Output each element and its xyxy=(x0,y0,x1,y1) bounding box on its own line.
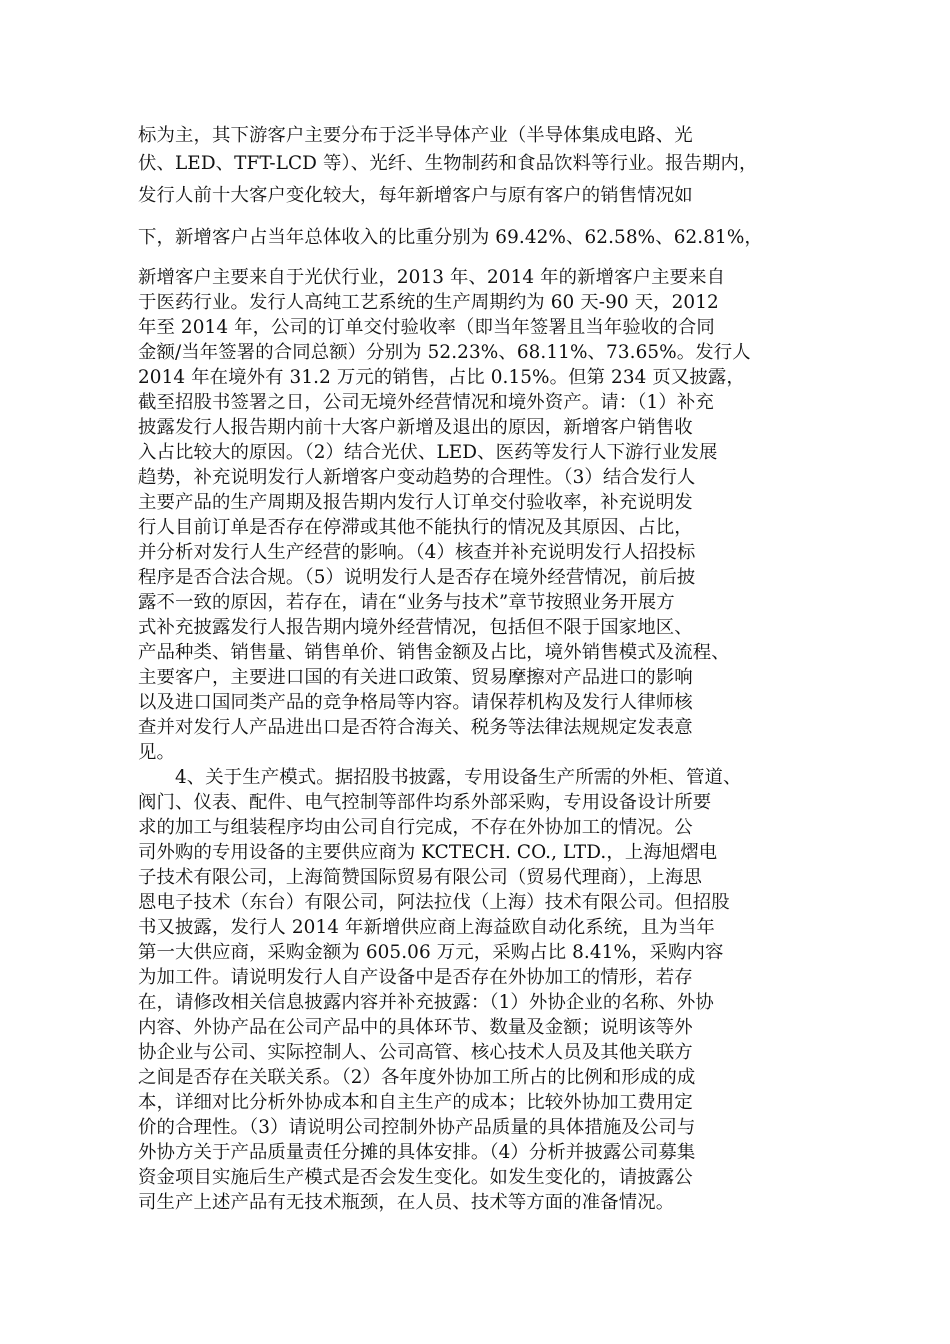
text-line: 于医药行业。发行人高纯工艺系统的生产周期约为 60 天-90 天，2012 xyxy=(138,292,719,313)
text-line: 查并对发行人产品进出口是否符合海关、税务等法律法规规定发表意 xyxy=(138,717,693,738)
text-line: 4、关于生产模式。据招股书披露，专用设备生产所需的外柜、管道、 xyxy=(175,767,742,788)
text-line: 主要客户，主要进口国的有关进口政策、贸易摩擦对产品进口的影响 xyxy=(138,667,693,688)
text-line: 协企业与公司、实际控制人、公司高管、核心技术人员及其他关联方 xyxy=(138,1042,693,1063)
text-line: 下，新增客户占当年总体收入的比重分别为 69.42%、62.58%、62.81%， xyxy=(138,227,763,248)
text-line: 内容、外协产品在公司产品中的具体环节、数量及金额；说明该等外 xyxy=(138,1017,693,1038)
text-line: 式补充披露发行人报告期内境外经营情况，包括但不限于国家地区、 xyxy=(138,617,693,638)
text-line: 外协方关于产品质量责任分摊的具体安排。（4）分析并披露公司募集 xyxy=(138,1142,696,1163)
text-line: 发行人前十大客户变化较大，每年新增客户与原有客户的销售情况如 xyxy=(138,185,693,206)
text-line: 价的合理性。（3）请说明公司控制外协产品质量的具体措施及公司与 xyxy=(138,1117,696,1138)
text-line: 程序是否合法合规。（5）说明发行人是否存在境外经营情况，前后披 xyxy=(138,567,696,588)
text-line: 司外购的专用设备的主要供应商为 KCTECH. CO., LTD.，上海旭熠电 xyxy=(138,842,718,863)
text-line: 入占比较大的原因。（2）结合光伏、LED、医药等发行人下游行业发展 xyxy=(138,442,718,463)
text-line: 截至招股书签署之日，公司无境外经营情况和境外资产。请：（1）补充 xyxy=(138,392,714,413)
text-line: 并分析对发行人生产经营的影响。（4）核查并补充说明发行人招投标 xyxy=(138,542,696,563)
text-line: 标为主，其下游客户主要分布于泛半导体产业（半导体集成电路、光 xyxy=(138,125,693,146)
text-line: 求的加工与组装程序均由公司自行完成，不存在外协加工的情况。公 xyxy=(138,817,693,838)
text-line: 主要产品的生产周期及报告期内发行人订单交付验收率，补充说明发 xyxy=(138,492,693,513)
text-line: 本，详细对比分析外协成本和自主生产的成本；比较外协加工费用定 xyxy=(138,1092,693,1113)
text-line: 为加工件。请说明发行人自产设备中是否存在外协加工的情形，若存 xyxy=(138,967,693,988)
text-line: 之间是否存在关联关系。（2）各年度外协加工所占的比例和形成的成 xyxy=(138,1067,696,1088)
text-line: 露不一致的原因，若存在，请在“业务与技术”章节按照业务开展方 xyxy=(138,592,675,613)
text-line: 在，请修改相关信息披露内容并补充披露：（1）外协企业的名称、外协 xyxy=(138,992,714,1013)
text-line: 行人目前订单是否存在停滞或其他不能执行的情况及其原因、占比， xyxy=(138,517,693,538)
text-line: 子技术有限公司，上海简赞国际贸易有限公司（贸易代理商），上海思 xyxy=(138,867,703,888)
text-line: 披露发行人报告期内前十大客户新增及退出的原因，新增客户销售收 xyxy=(138,417,693,438)
text-line: 金额/当年签署的合同总额）分别为 52.23%、68.11%、73.65%。发行人 xyxy=(138,342,751,363)
text-line: 见。 xyxy=(138,742,175,763)
text-line: 2014 年在境外有 31.2 万元的销售，占比 0.15%。但第 234 页又披露， xyxy=(138,367,745,388)
text-line: 司生产上述产品有无技术瓶颈，在人员、技术等方面的准备情况。 xyxy=(138,1192,675,1213)
text-line: 以及进口国同类产品的竞争格局等内容。请保荐机构及发行人律师核 xyxy=(138,692,693,713)
text-line: 资金项目实施后生产模式是否会发生变化。如发生变化的，请披露公 xyxy=(138,1167,693,1188)
text-line: 阀门、仪表、配件、电气控制等部件均系外部采购，专用设备设计所要 xyxy=(138,792,712,813)
text-line: 产品种类、销售量、销售单价、销售金额及占比，境外销售模式及流程、 xyxy=(138,642,730,663)
text-line: 第一大供应商，采购金额为 605.06 万元，采购占比 8.41%，采购内容 xyxy=(138,942,724,963)
text-line: 趋势，补充说明发行人新增客户变动趋势的合理性。（3）结合发行人 xyxy=(138,467,696,488)
text-line: 年至 2014 年，公司的订单交付验收率（即当年签署且当年验收的合同 xyxy=(138,317,715,338)
text-line: 书又披露，发行人 2014 年新增供应商上海益欧自动化系统，且为当年 xyxy=(138,917,715,938)
text-line: 恩电子技术（东台）有限公司，阿法拉伐（上海）技术有限公司。但招股 xyxy=(138,892,730,913)
text-line: 新增客户主要来自于光伏行业，2013 年、2014 年的新增客户主要来自 xyxy=(138,267,726,288)
text-line: 伏、LED、TFT-LCD 等）、光纤、生物制药和食品饮料等行业。报告期内， xyxy=(138,153,758,174)
